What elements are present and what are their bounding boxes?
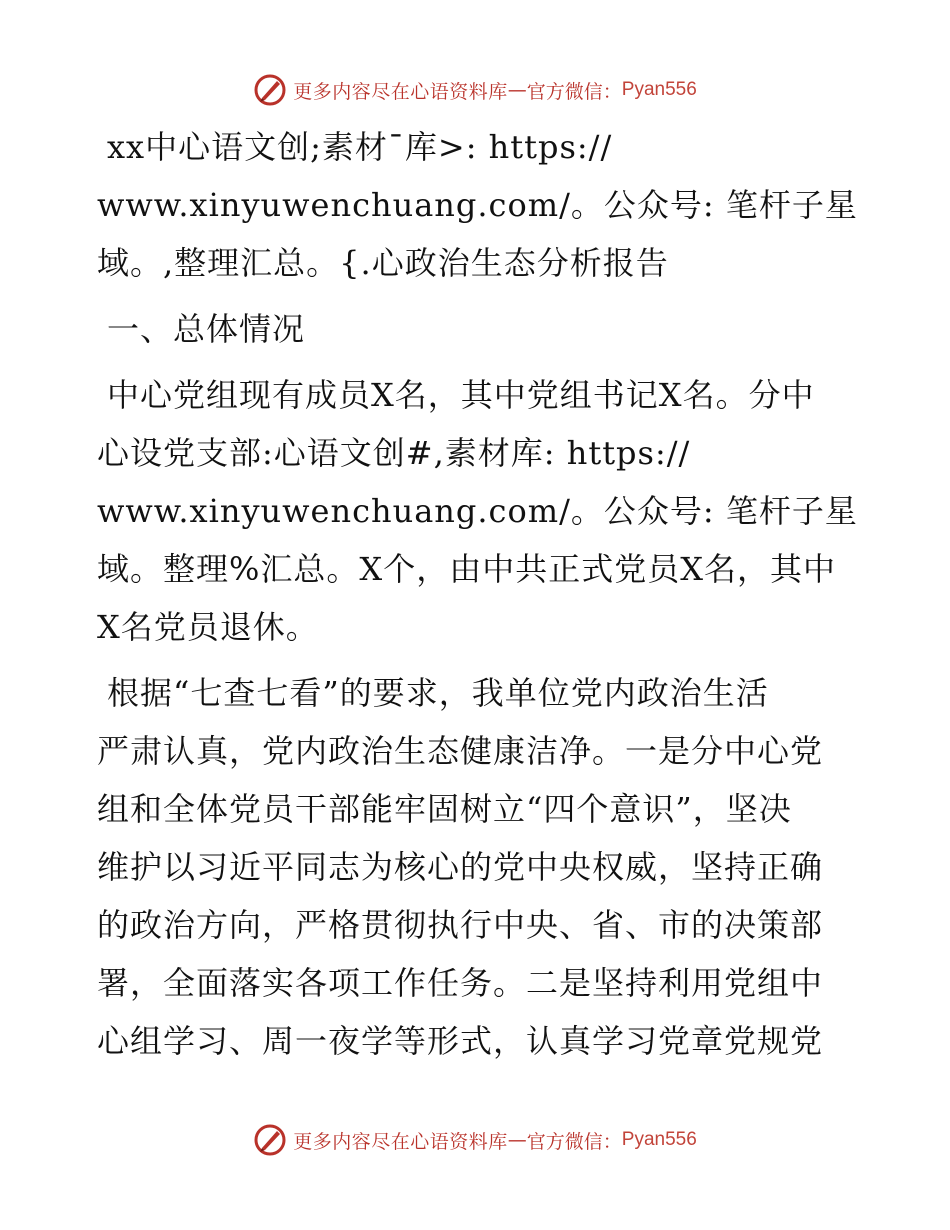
heading-overall-situation: 一、总体情况 bbox=[107, 310, 306, 348]
para1-line-4: 域。整理%汇总。X个，由中共正式党员X名，其中 bbox=[97, 550, 836, 588]
para2-line-7: 心组学习、周一夜学等形式，认真学习党章党规党 bbox=[97, 1022, 824, 1060]
header-watermark bbox=[0, 70, 950, 110]
watermark-main-text: 更多内容尽在心语资料库 bbox=[293, 80, 508, 103]
quill-pen-logo-icon bbox=[253, 73, 287, 107]
section-heading bbox=[97, 300, 857, 358]
quill-pen-logo-icon bbox=[253, 1123, 287, 1157]
para2-line-5: 的政治方向，严格贯彻执行中央、省、市的决策部 bbox=[97, 906, 824, 944]
para2-line-6: 署，全面落实各项工作任务。二是坚持利用党组中 bbox=[97, 964, 824, 1002]
watermark-wechat-label: 官方微信 bbox=[526, 1130, 603, 1153]
paragraph-1 bbox=[97, 366, 857, 656]
watermark-wechat-id: Pyan556 bbox=[621, 1129, 697, 1150]
watermark-wechat-id: Pyan556 bbox=[621, 79, 697, 100]
footer-watermark bbox=[0, 1120, 950, 1160]
watermark-colon: ： bbox=[602, 80, 622, 103]
intro-paragraph bbox=[97, 118, 857, 292]
watermark-separator: — bbox=[507, 1129, 527, 1151]
watermark-colon: ： bbox=[602, 1130, 622, 1153]
watermark-separator: — bbox=[507, 79, 527, 101]
para2-line-4: 维护以习近平同志为核心的党中央权威，坚持正确 bbox=[97, 848, 824, 886]
para2-line-1: 根据“七查七看”的要求，我单位党内政治生活 bbox=[107, 674, 769, 712]
para2-line-2: 严肃认真，党内政治生态健康洁净。一是分中心党 bbox=[97, 732, 824, 770]
para1-line-2: 心设党支部:心语文创#,素材库: https:// bbox=[97, 434, 691, 472]
watermark-wechat-label: 官方微信 bbox=[526, 80, 603, 103]
paragraph-2 bbox=[97, 664, 857, 1070]
document-body bbox=[97, 118, 857, 1078]
watermark-main-text: 更多内容尽在心语资料库 bbox=[293, 1130, 508, 1153]
para1-line-1: 中心党组现有成员X名，其中党组书记X名。分中 bbox=[107, 376, 815, 414]
intro-line-1: xx中心语文创;素材¯库>: https:// bbox=[107, 128, 613, 166]
para1-line-5: X名党员退休。 bbox=[97, 608, 319, 646]
para1-line-3: www.xinyuwenchuang.com/。公众号: 笔杆子星 bbox=[97, 492, 858, 530]
intro-line-3: 域。,整理汇总。{.心政治生态分析报告 bbox=[97, 244, 669, 282]
intro-line-2: www.xinyuwenchuang.com/。公众号: 笔杆子星 bbox=[97, 186, 858, 224]
para2-line-3: 组和全体党员干部能牢固树立“四个意识”，坚决 bbox=[97, 790, 792, 828]
